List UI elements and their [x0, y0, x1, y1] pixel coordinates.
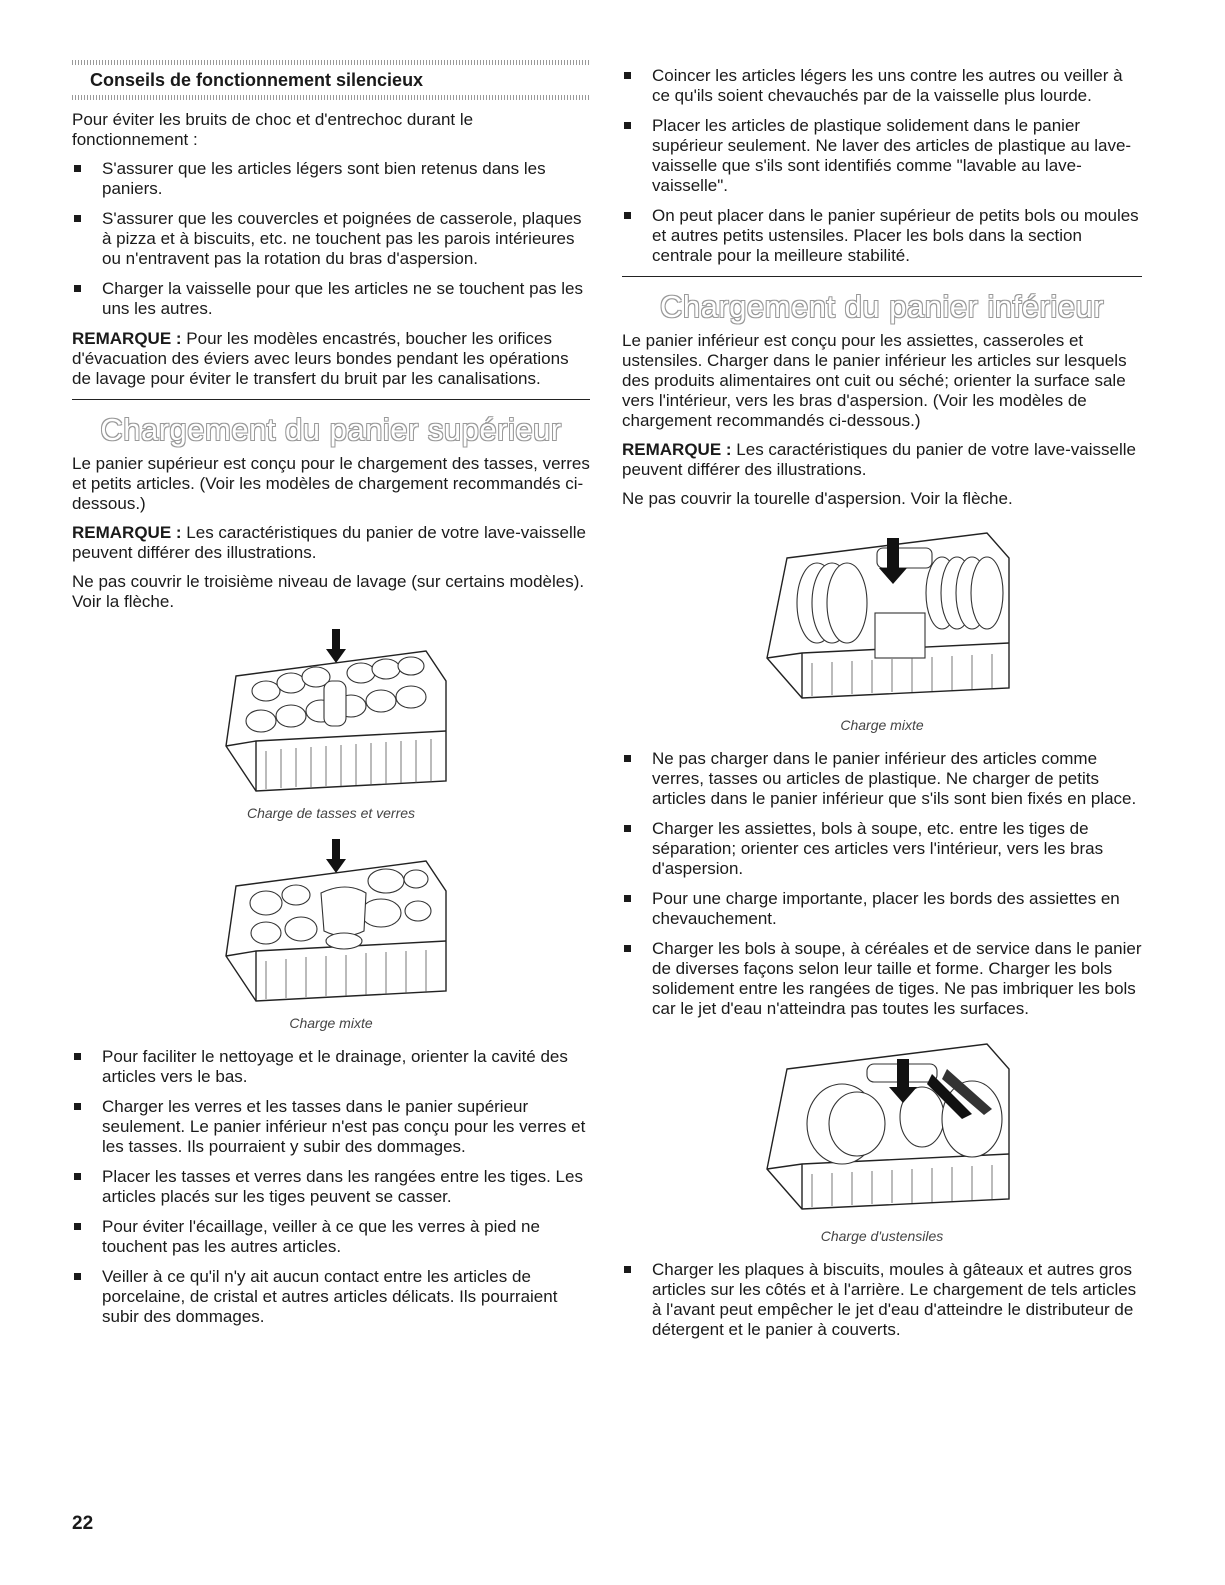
- quiet-tips-heading: Conseils de fonctionnement silencieux: [90, 70, 424, 90]
- upper-intro: Le panier supérieur est conçu pour le chargement des tasses, verres et petits articles. (Voir les modèles de chargement recommandés ci-dessous.): [72, 454, 590, 513]
- section-divider: [622, 276, 1142, 277]
- list-item: S'assurer que les couvercles et poignées de casserole, plaques à pizza et à biscuits, etc. ne touchent pas les parois intérieures ou n'entravent pas la rotation du bras d'aspersion.: [72, 209, 590, 269]
- list-item: Ne pas charger dans le panier inférieur des articles comme verres, tasses ou articles de plastique. Ne charger de petits articles dans le panier inférieur que s'ils sont bien fixés en place.: [622, 749, 1142, 809]
- list-item: Placer les tasses et verres dans les rangées entre les tiges. Les articles placés sur les tiges peuvent se casser.: [72, 1167, 590, 1207]
- list-item: Coincer les articles légers les uns contre les autres ou veiller à ce qu'ils soient chevauchés par de la vaisselle plus lourde.: [622, 66, 1142, 106]
- list-item: Charger les bols à soupe, à céréales et de service dans le panier de diverses façons selon leur taille et forme. Charger les bols solidement entre les rangées de tiges. Ne pas imbriquer les bols car le jet d'eau n'atteindra pas toutes les surfaces.: [622, 939, 1142, 1019]
- lower-rack-utensils-illustration: [747, 1029, 1017, 1219]
- upper-bullet-list: [72, 1047, 590, 1327]
- figure-caption: Charge mixte: [840, 717, 924, 733]
- list-item: On peut placer dans le panier supérieur de petits bols ou moules et autres petits ustensiles. Placer les bols dans la section centrale pour la meilleure stabilité.: [622, 206, 1142, 266]
- final-bullet-list: [622, 1260, 1142, 1340]
- lower-bullet-list: [622, 749, 1142, 1019]
- dotted-rule: [72, 95, 590, 100]
- figure-mixed-upper: [72, 831, 590, 1033]
- lower-intro: Le panier inférieur est conçu pour les assiettes, casseroles et ustensiles. Charger dans le panier inférieur les articles sur lesquels des produits alimentaires ont cuit ou séché; orienter la surface sale vers l'intérieur, vers les bras d'aspersion. (Voir les modèles de chargement recommandés ci-dessous.): [622, 331, 1127, 430]
- list-item: Veiller à ce qu'il n'y ait aucun contact entre les articles de porcelaine, de cristal et autres articles délicats. Ils pourraient subir des dommages.: [72, 1267, 590, 1327]
- upper-rack-cups-illustration: [206, 621, 456, 796]
- arrow-note: Ne pas couvrir le troisième niveau de lavage (sur certains modèles). Voir la flèche.: [72, 572, 585, 611]
- note-paragraph: [72, 329, 590, 389]
- upper-rack-mixed-illustration: [206, 831, 456, 1006]
- figure-utensils: [622, 1029, 1142, 1246]
- quiet-bullet-list: [72, 159, 590, 319]
- note-text: Les caractéristiques du panier de votre lave-vaisselle peuvent différer des illustrations.: [72, 523, 586, 562]
- note-paragraph: [72, 523, 590, 563]
- top-bullet-list: [622, 66, 1142, 266]
- right-column: [622, 66, 1142, 1350]
- list-item: Charger les plaques à biscuits, moules à gâteaux et autres gros articles sur les côtés et à l'arrière. Le chargement de tels articles à l'avant peut empêcher le jet d'eau d'atteindre le distributeur de détergent et le panier à couverts.: [622, 1260, 1142, 1340]
- dotted-rule: [72, 60, 590, 65]
- section-divider: [72, 399, 590, 400]
- note-label: REMARQUE :: [622, 440, 732, 459]
- figure-caption: Charge mixte: [289, 1015, 373, 1031]
- note-text: Pour les modèles encastrés, boucher les orifices d'évacuation des éviers avec leurs bondes pendant les opérations de lavage pour éviter le transfert du bruit par les canalisations.: [72, 329, 569, 388]
- upper-rack-title: Chargement du panier supérieur: [100, 412, 562, 447]
- left-column: [72, 60, 590, 1337]
- quiet-intro: Pour éviter les bruits de choc et d'entrechoc durant le fonctionnement :: [72, 110, 474, 149]
- arrow-note: Ne pas couvrir la tourelle d'aspersion. Voir la flèche.: [622, 489, 1013, 508]
- list-item: Placer les articles de plastique solidement dans le panier supérieur seulement. Ne laver des articles de plastique au lave-vaisselle que s'ils sont identifiés comme "lavable au lave-vaisselle".: [622, 116, 1142, 196]
- figure-cups-glasses: [72, 621, 590, 823]
- note-label: REMARQUE :: [72, 329, 182, 348]
- lower-rack-title: Chargement du panier inférieur: [659, 289, 1105, 324]
- list-item: Pour une charge importante, placer les bords des assiettes en chevauchement.: [622, 889, 1142, 929]
- note-paragraph: [622, 440, 1142, 480]
- figure-caption: Charge de tasses et verres: [246, 805, 416, 821]
- figure-caption: Charge d'ustensiles: [820, 1228, 944, 1244]
- list-item: S'assurer que les articles légers sont bien retenus dans les paniers.: [72, 159, 590, 199]
- list-item: Charger les verres et les tasses dans le panier supérieur seulement. Le panier inférieur n'est pas conçu pour les verres et les tasses. Ils pourraient y subir des dommages.: [72, 1097, 590, 1157]
- note-label: REMARQUE :: [72, 523, 182, 542]
- list-item: Pour éviter l'écaillage, veiller à ce que les verres à pied ne touchent pas les autres articles.: [72, 1217, 590, 1257]
- list-item: Charger la vaisselle pour que les articles ne se touchent pas les uns les autres.: [72, 279, 590, 319]
- lower-rack-mixed-illustration: [747, 518, 1017, 708]
- figure-mixed-lower: [622, 518, 1142, 735]
- list-item: Charger les assiettes, bols à soupe, etc. entre les tiges de séparation; orienter ces articles vers l'intérieur, vers les bras d'aspersion.: [622, 819, 1142, 879]
- page-number: 22: [72, 1513, 94, 1534]
- note-text: Les caractéristiques du panier de votre lave-vaisselle peuvent différer des illustrations.: [622, 440, 1136, 479]
- list-item: Pour faciliter le nettoyage et le drainage, orienter la cavité des articles vers le bas.: [72, 1047, 590, 1087]
